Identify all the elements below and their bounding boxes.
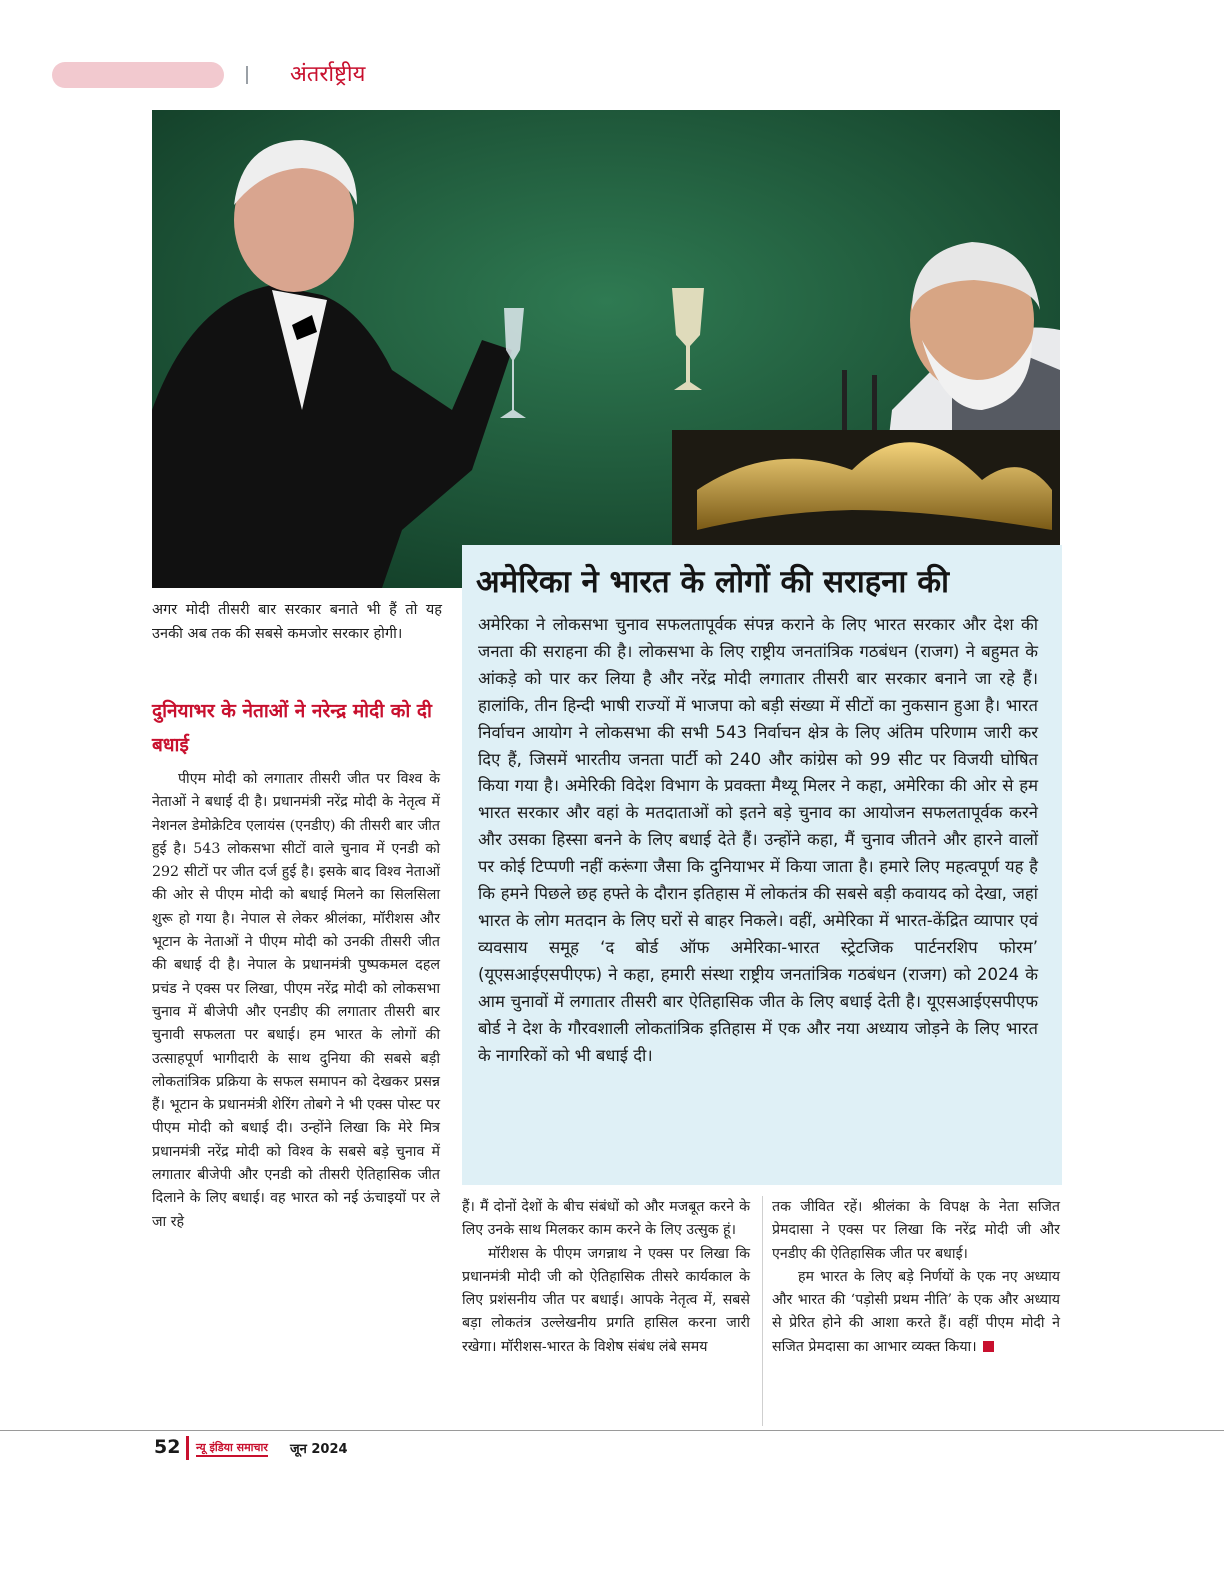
right-column-paragraph-2: हम भारत के लिए बड़े निर्णयों के एक नए अध्याय और भारत की ‘पड़ोसी प्रथम नीति’ के एक और अध्याय से प्रेरित होने की आशा करते हैं। वहीं पीएम मोदी ने सजित प्रेमदासा का आभार व्यक्त किया।	[772, 1268, 1060, 1355]
right-column	[772, 1196, 1060, 1359]
left-section-heading: दुनियाभर के नेताओं ने नरेन्द्र मोदी को दी बधाई	[152, 700, 432, 756]
footer-rule	[0, 1430, 1224, 1431]
end-mark-icon	[983, 1341, 994, 1352]
photo-leaders-toast-icon	[152, 110, 1060, 588]
right-column-paragraph-1: तक जीवित रहें। श्रीलंका के विपक्ष के नेता सजित प्रेमदासा ने एक्स पर लिखा कि नरेंद्र मोदी जी और एनडीए की ऐतिहासिक जीत पर बधाई।	[772, 1199, 1060, 1262]
column-divider	[762, 1196, 763, 1426]
feature-box-paragraph: अमेरिका ने लोकसभा चुनाव सफलतापूर्वक संपन्न कराने के लिए भारत सरकार और देश की जनता की सराहना की है। लोकसभा के लिए राष्ट्रीय जनतांत्रिक गठबंधन (राजग) ने बहुमत के आंकड़े को पार कर लिया है और नरेंद्र मोदी लगातार तीसरी बार सरकार बनाने जा रहे हैं। हालांकि, तीन हिन्दी भाषी राज्यों में भाजपा को बड़ी संख्या में सीटों का नुकसान हुआ है। भारत निर्वाचन आयोग ने लोकसभा की सभी 543 निर्वाचन क्षेत्र के लिए अंतिम परिणाम जारी कर दिए हैं, जिसमें भारतीय जनता पार्टी को 240 और कांग्रेस को 99 सीट पर विजयी घोषित किया गया है। अमेरिकी विदेश विभाग के प्रवक्ता मैथ्यू मिलर ने कहा, अमेरिका की ओर से हम भारत सरकार और वहां के मतदाताओं को इतने बड़े चुनाव का आयोजन सफलतापूर्वक करने और उसका हिस्सा बनने के लिए बधाई देते हैं। उन्होंने कहा, मैं चुनाव जीतने और हारने वालों पर कोई टिप्पणी नहीं करूंगा जैसा कि दुनियाभर में किया जाता है। हमारे लिए महत्वपूर्ण यह है कि हमने पिछले छह हफ्ते के दौरान इतिहास में लोकतंत्र की सबसे बड़ी कवायद को देखा, जहां भारत के लोग मतदान के लिए घरों से बाहर निकले। वहीं, अमेरिका में भारत-केंद्रित व्यापार एवं व्यवसाय समूह ‘द बोर्ड ऑफ अमेरिका-भारत स्ट्रेटजिक पार्टनरशिप फोरम’ (यूएसआईएसपीएफ) ने कहा, हमारी संस्था राष्ट्रीय जनतांत्रिक गठबंधन (राजग) को 2024 के आम चुनावों में लगातार तीसरी बार ऐतिहासिक जीत के लिए बधाई देती है। यूएसआईएसपीएफ बोर्ड ने देश के गौरवशाली लोकतांत्रिक इतिहास में एक और नया अध्याय जोड़ने के लिए भारत के नागरिकों को भी बधाई दी।	[478, 615, 1038, 1065]
page-number: 52	[154, 1436, 181, 1458]
feature-box-title: अमेरिका ने भारत के लोगों की सराहना की	[476, 564, 950, 600]
issue-date: जून 2024	[290, 1442, 348, 1457]
middle-column-paragraph-2: मॉरीशस के पीएम जगन्नाथ ने एक्स पर लिखा कि प्रधानमंत्री मोदी जी को ऐतिहासिक तीसरे कार्यकाल के लिए प्रशंसनीय जीत पर बधाई। आपके नेतृत्व में, सबसे बड़ा लोकतंत्र उल्लेखनीय प्रगति हासिल करना जारी रखेगा। मॉरीशस-भारत के विशेष संबंध लंबे समय	[462, 1245, 750, 1355]
photo-caption	[152, 598, 442, 646]
left-section-body	[152, 768, 440, 1234]
publication-logo: न्यू इंडिया समाचार	[196, 1440, 268, 1457]
left-body-paragraph: पीएम मोदी को लगातार तीसरी जीत पर विश्व के नेताओं ने बधाई दी है। प्रधानमंत्री नरेंद्र मोदी के नेतृत्व में नेशनल डेमोक्रेटिव एलायंस (एनडीए) की तीसरी बार जीत हुई है। 543 लोकसभा सीटों वाले चुनाव में एनडी को 292 सीटों पर जीत दर्ज हुई है। इसके बाद विश्व नेताओं की ओर से पीएम मोदी को बधाई मिलने का सिलसिला शुरू हो गया है। नेपाल से लेकर श्रीलंका, मॉरीशस और भूटान के नेताओं ने पीएम मोदी को उनकी तीसरी जीत की बधाई दी है। नेपाल के प्रधानमंत्री पुष्पकमल दहल प्रचंड ने एक्स पर लिखा, पीएम नरेंद्र मोदी को लोकसभा चुनाव में बीजेपी और एनडीए की लगातार तीसरी बार चुनावी सफलता पर बधाई। हम भारत के लोगों की उत्साहपूर्ण भागीदारी के साथ दुनिया की सबसे बड़ी लोकतांत्रिक प्रक्रिया के सफल समापन को देखकर प्रसन्न हैं। भूटान के प्रधानमंत्री शेरिंग तोबगे ने भी एक्स पोस्ट पर पीएम मोदी को बधाई दी। उन्होंने लिखा कि मेरे मित्र प्रधानमंत्री नरेंद्र मोदी को विश्व के सबसे बड़े चुनाव में लगातार बीजेपी और एनडी को तीसरी ऐतिहासिक जीत दिलाने के लिए बधाई। वह भारत को नई ऊंचाइयों पर ले जा रहे	[152, 771, 440, 1230]
header-pill	[52, 62, 224, 88]
photo-caption-text: अगर मोदी तीसरी बार सरकार बनाते भी हैं तो यह उनकी अब तक की सबसे कमजोर सरकार होगी।	[152, 602, 442, 642]
section-title: अंतर्राष्ट्रीय	[290, 62, 366, 87]
middle-column	[462, 1196, 750, 1359]
middle-column-paragraph-1: हैं। मैं दोनों देशों के बीच संबंधों को और मजबूत करने के लिए उनके साथ मिलकर काम करने के लिए उत्सुक हूं।	[462, 1199, 750, 1239]
header-divider	[246, 66, 248, 84]
feature-box-body	[478, 612, 1038, 1069]
lead-photo	[152, 110, 1060, 588]
footer-bar	[186, 1436, 189, 1460]
